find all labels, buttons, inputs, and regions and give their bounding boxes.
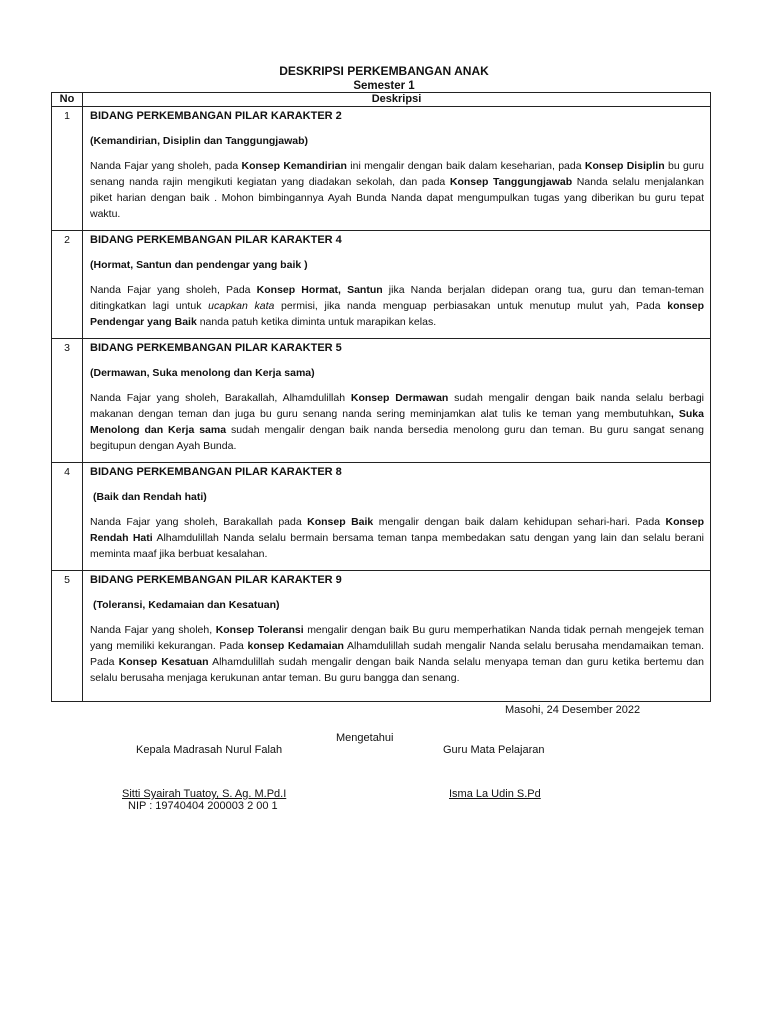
row-paragraph: [90, 390, 704, 454]
row-description: [83, 571, 711, 702]
table-row: [52, 231, 711, 339]
text-segment: Alhamdulillah sudah mengalir Nanda selalu berusaha mendamaikan teman. Pada: [90, 640, 704, 668]
row-heading: BIDANG PERKEMBANGAN PILAR KARAKTER 8: [90, 466, 342, 478]
left-signatory-name: Sitti Syairah Tuatoy, S. Ag. M.Pd.I: [122, 788, 287, 800]
row-paragraph: [90, 622, 704, 686]
text-segment: permisi, jika nanda menguap perbiasakan untuk menutup mulut yah, Pada: [274, 300, 668, 312]
text-segment: Nanda Fajar yang sholeh, Barakallah, Alhamdulillah: [90, 392, 351, 404]
concept-label: konsep Kedamaian: [247, 640, 344, 652]
row-description: [83, 107, 711, 231]
row-description: [83, 463, 711, 571]
table-row: [52, 463, 711, 571]
text-segment: nanda patuh ketika diminta untuk marapikan kelas.: [196, 316, 437, 328]
row-subheading: (Toleransi, Kedamaian dan Kesatuan): [93, 599, 280, 611]
text-segment: Nanda Fajar yang sholeh,: [90, 624, 216, 636]
text-segment: Nanda Fajar yang sholeh, Barakallah pada: [90, 516, 308, 528]
concept-label: Konsep Toleransi: [215, 624, 304, 636]
row-subheading: (Baik dan Rendah hati): [93, 491, 207, 503]
text-segment: Nanda Fajar yang sholeh, pada: [90, 160, 242, 172]
row-paragraph: [90, 282, 704, 330]
text-segment: sudah mengalir dengan baik nanda selalu berbagi makanan dengan teman dan juga bu guru senang nanda sering meminjamkan alat tulis ke teman yang membutuhkan: [90, 392, 704, 420]
concept-label: konsep Pendengar yang Baik: [90, 300, 704, 328]
concept-label: Konsep Hormat, Santun: [256, 284, 383, 296]
text-segment: mengalir dengan baik Bu guru memperhatikan Nanda tidak pernah mengejek teman yang memiliki kekurangan. Pada: [90, 624, 704, 652]
row-subheading: (Dermawan, Suka menolong dan Kerja sama): [90, 367, 315, 379]
concept-label: Konsep Baik: [307, 516, 374, 528]
row-subheading: (Kemandirian, Disiplin dan Tanggungjawab): [90, 135, 308, 147]
row-number: 2: [52, 231, 83, 339]
row-heading: BIDANG PERKEMBANGAN PILAR KARAKTER 9: [90, 574, 342, 586]
row-number: 3: [52, 339, 83, 463]
right-signatory-role: Guru Mata Pelajaran: [443, 744, 545, 756]
row-heading: BIDANG PERKEMBANGAN PILAR KARAKTER 5: [90, 342, 342, 354]
concept-label: Konsep Kesatuan: [118, 656, 209, 668]
row-heading: BIDANG PERKEMBANGAN PILAR KARAKTER 2: [90, 110, 342, 122]
concept-label: Konsep Kemandirian: [241, 160, 347, 172]
row-number: 1: [52, 107, 83, 231]
concept-label: Konsep Disiplin: [584, 160, 665, 172]
column-header-description: Deskripsi: [83, 93, 711, 107]
text-segment: Nanda Fajar yang sholeh, Pada: [90, 284, 257, 296]
text-segment: jika Nanda berjalan didepan orang tua, guru dan teman-teman ditingkatkan lagi untuk: [90, 284, 704, 312]
concept-label: Konsep Rendah Hati: [90, 516, 704, 544]
text-segment: Alhamdulillah Nanda selalu bermain bersama teman tanpa membedakan satu dengan yang lain dan selalu berani meminta maaf jika berbuat kesalahan.: [90, 532, 704, 560]
text-segment: Alhamdulillah sudah mengalir dengan baik Nanda selalu menyapa teman dan guru ketika bertemu dan selalu berusaha menjaga kerukunan antar teman. Bu guru bangga dan senang.: [90, 656, 704, 684]
row-subheading: (Hormat, Santun dan pendengar yang baik ): [90, 259, 308, 271]
bold-comma: ,: [670, 408, 674, 420]
place-date: Masohi, 24 Desember 2022: [505, 704, 641, 716]
concept-label: Konsep Dermawan: [350, 392, 449, 404]
row-number: 4: [52, 463, 83, 571]
concept-label: Suka Menolong dan Kerja sama: [90, 408, 704, 436]
column-header-no: No: [52, 93, 83, 107]
text-segment: sudah mengalir dengan baik nanda bersedia menolong guru dan teman. Bu guru sangat senang begitupun dengan Ayah Bunda.: [90, 424, 704, 452]
description-table: [51, 92, 711, 702]
concept-label: Konsep Tanggungjawab: [449, 176, 573, 188]
row-number: 5: [52, 571, 83, 702]
semester-label: Semester 1: [353, 80, 415, 92]
row-heading: BIDANG PERKEMBANGAN PILAR KARAKTER 4: [90, 234, 342, 246]
left-signatory-role: Kepala Madrasah Nurul Falah: [136, 744, 283, 756]
text-segment: mengalir dengan baik dalam kehidupan sehari-hari. Pada: [373, 516, 666, 528]
text-segment: bu guru senang nanda rajin mengikuti kegiatan yang diadakan sekolah, dan pada: [90, 160, 705, 188]
document-title: DESKRIPSI PERKEMBANGAN ANAK: [279, 64, 489, 78]
table-header-row: [52, 93, 711, 107]
table-row: [52, 571, 711, 702]
text-segment: ini mengalir dengan baik dalam keseharian, pada: [346, 160, 585, 172]
italic-phrase: ucapkan kata: [208, 300, 275, 312]
left-signatory-nip: NIP : 19740404 200003 2 00 1: [128, 800, 278, 812]
row-paragraph: [90, 158, 704, 222]
acknowledged-label: Mengetahui: [336, 732, 394, 744]
table-row: [52, 107, 711, 231]
text-segment: Nanda selalu menjalankan piket harian dengan baik . Mohon bimbingannya Ayah Bunda Nanda dapat mengumpulkan tugas yang diberikan bu guru tepat waktu.: [90, 176, 705, 220]
row-description: [83, 231, 711, 339]
right-signatory-name: Isma La Udin S.Pd: [449, 788, 541, 800]
table-row: [52, 339, 711, 463]
row-paragraph: [90, 514, 704, 562]
row-description: [83, 339, 711, 463]
